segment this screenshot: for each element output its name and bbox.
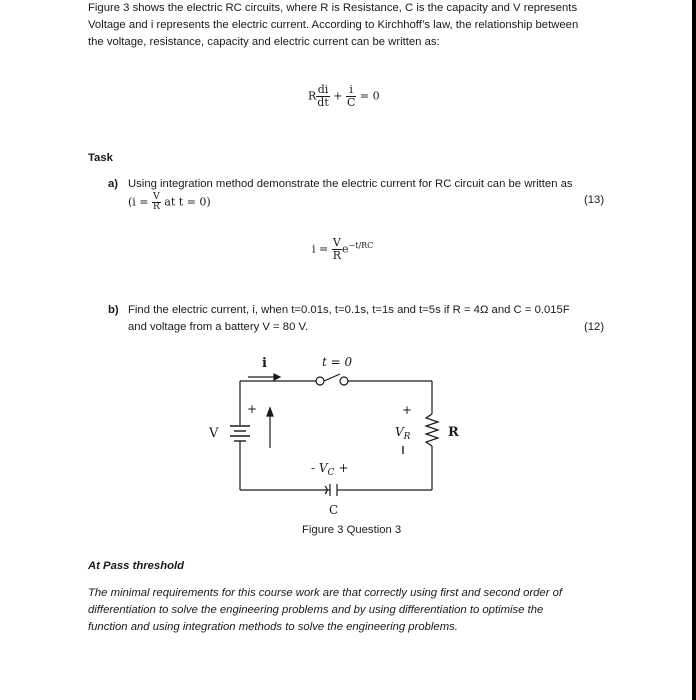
- cap-voltage-plus: +: [338, 461, 349, 475]
- current-label: i: [262, 356, 267, 371]
- frac-den: dt: [317, 96, 329, 109]
- source-plus: +: [247, 402, 258, 416]
- switch-label: t = 0: [322, 355, 353, 369]
- pass-line: The minimal requirements for this course work are that correctly using first and second order of: [88, 587, 563, 599]
- current-arrow-head: [274, 374, 280, 380]
- question-label: b): [108, 304, 119, 316]
- derivative-fraction: [316, 84, 329, 109]
- question-label: a): [108, 178, 119, 190]
- intro-line: Voltage and i represents the electric current. According to Kirchhoff’s law, the relationship between: [88, 19, 579, 31]
- intro-line: the voltage, resistance, capacity and electric current can be written as:: [88, 36, 440, 48]
- question-text: Find the electric current, i, when t=0.01s, t=0.1s, t=1s and t=5s if R = 4Ω and C = 0.015F: [128, 304, 570, 316]
- cond-close: at t = 0): [164, 195, 211, 209]
- frac-den: R: [332, 249, 342, 262]
- eq-rhs: = 0: [359, 89, 380, 103]
- eq-plus: +: [333, 89, 343, 103]
- source-label: V: [209, 426, 219, 441]
- resistor-voltage-main: V: [395, 425, 404, 439]
- switch-lever: [324, 374, 340, 381]
- capacitor-voltage-label: [311, 461, 349, 478]
- pass-line: function and using integration methods to solve the engineering problems.: [88, 621, 458, 633]
- rc-circuit-diagram: [190, 350, 470, 520]
- cond-fraction: [152, 193, 161, 212]
- solution-fraction: [332, 237, 342, 262]
- current-capacity-fraction: [346, 84, 356, 109]
- cap-voltage-main: - V: [311, 461, 328, 475]
- marks-b: (12): [584, 321, 605, 333]
- exp-power: −t/RC: [348, 240, 374, 250]
- question-b-line2: and voltage from a battery V = 80 V.: [128, 321, 309, 333]
- marks-a: (13): [584, 194, 605, 206]
- figure-caption: Figure 3 Question 3: [302, 524, 402, 536]
- frac-den: C: [346, 96, 356, 109]
- frac-num: di: [317, 83, 329, 96]
- task-heading: Task: [88, 152, 113, 164]
- current-solution-equation: [312, 237, 373, 262]
- frac-num: V: [153, 192, 160, 202]
- frac-num: V: [332, 236, 341, 249]
- pass-threshold-heading: At Pass threshold: [88, 560, 185, 572]
- cap-voltage-sub: C: [327, 468, 335, 478]
- cond-open: (i =: [128, 195, 149, 209]
- switch-terminal-left: [316, 377, 324, 385]
- source-arrow-head: [267, 408, 273, 416]
- resistor-plus: +: [402, 403, 413, 417]
- eq-coef: R: [308, 89, 317, 103]
- capacitor-label: C: [329, 503, 339, 517]
- switch-terminal-right: [340, 377, 348, 385]
- eq-lhs: i =: [312, 242, 329, 256]
- exp-base: e: [342, 242, 349, 256]
- resistor-voltage-label: [395, 425, 411, 442]
- question-a-condition: [128, 193, 211, 212]
- kirchhoff-equation: [308, 84, 380, 109]
- intro-paragraph: [88, 0, 608, 51]
- page-edge-bar: [692, 0, 696, 700]
- resistor-zigzag: [426, 414, 438, 446]
- frac-num: i: [346, 84, 356, 97]
- question-text: Using integration method demonstrate the electric current for RC circuit can be written as: [128, 178, 573, 190]
- frac-den: R: [153, 202, 160, 212]
- resistor-label: R: [448, 425, 459, 440]
- pass-threshold-text: [88, 585, 608, 636]
- question-a: [108, 178, 618, 190]
- question-b: [108, 304, 618, 316]
- pass-line: differentiation to solve the engineering problems and by using differentiation to optimise the: [88, 604, 544, 616]
- resistor-voltage-sub: R: [403, 432, 411, 442]
- intro-line: Figure 3 shows the electric RC circuits, where R is Resistance, C is the capacity and V represents: [88, 2, 578, 14]
